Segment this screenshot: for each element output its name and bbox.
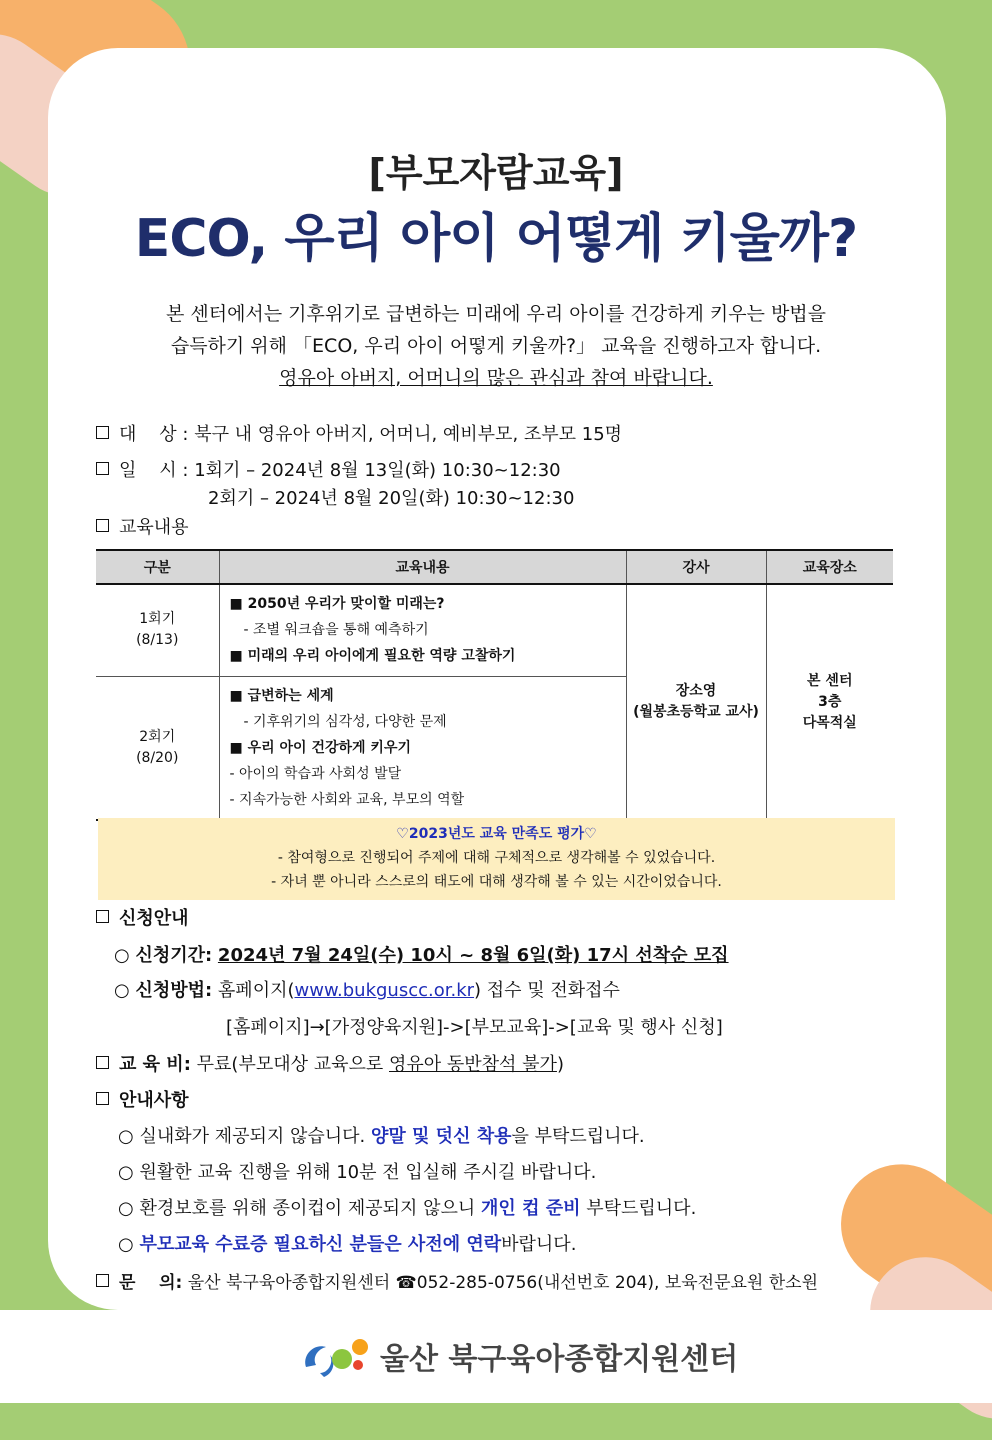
table-row <box>96 584 893 676</box>
fee-row <box>96 1050 564 1076</box>
intro-line: 본 센터에서는 기후위기로 급변하는 미래에 우리 아이를 건강하게 키우는 방법을 <box>165 303 827 325</box>
column-header: 교육장소 <box>766 550 893 584</box>
intro-text <box>0 298 992 394</box>
square-bullet-icon: ■ <box>229 739 248 756</box>
session-label: 2회기 <box>139 728 176 745</box>
place-line: 다목적실 <box>802 714 857 731</box>
column-header: 강사 <box>626 550 766 584</box>
circle-bullet-icon: ○ <box>118 1126 140 1147</box>
method-label: 신청방법: <box>135 980 213 1001</box>
intro-line: 습득하기 위해 「ECO, 우리 아이 어떻게 키울까?」 교육을 진행하고자 합니다. <box>170 335 822 357</box>
content-subitem: - 지속가능한 사회와 교육, 부모의 역할 <box>229 791 465 808</box>
curriculum-table <box>96 549 893 821</box>
session-date: (8/20) <box>136 749 179 766</box>
content-cell <box>219 676 626 820</box>
content-subitem: - 조별 워크숍을 통해 예측하기 <box>243 622 429 639</box>
schedule-row <box>96 456 561 482</box>
period-value: 2024년 7월 24일(수) 10시 ~ 8월 6일(화) 17시 선착순 모집 <box>217 945 729 966</box>
target-value: 북구 내 영유아 아버지, 어머니, 예비부모, 조부모 15명 <box>194 424 623 445</box>
org-name: 울산 북구육아종합지원센터 <box>380 1342 739 1377</box>
fee-text: 무료(부모대상 교육으로 <box>196 1054 389 1075</box>
content-subitem: - 아이의 학습과 사회성 발달 <box>229 765 402 782</box>
content-cell <box>219 584 626 676</box>
homepage-link[interactable]: www.bukguscc.or.kr <box>294 980 475 1001</box>
fee-text: ) <box>556 1054 564 1075</box>
circle-bullet-icon: ○ <box>114 980 136 1001</box>
fee-label: 교 육 비: <box>119 1054 191 1075</box>
content-item: 우리 아이 건강하게 키우기 <box>247 739 411 756</box>
circle-bullet-icon: ○ <box>118 1198 140 1219</box>
notice-text: 을 부탁드립니다. <box>511 1126 645 1147</box>
application-path: [홈페이지]→[가정양육지원]->[부모교육]->[교육 및 행사 신청] <box>226 1017 723 1038</box>
page-title: ECO, 우리 아이 어떻게 키울까? <box>134 209 858 269</box>
column-header: 구분 <box>96 550 219 584</box>
session-cell <box>96 676 219 820</box>
content-subitem: - 기후위기의 심각성, 다양한 문제 <box>243 713 447 730</box>
contact-row <box>96 1268 818 1293</box>
schedule-session-1: 1회기 – 2024년 8월 13일(화) 10:30~12:30 <box>194 460 561 481</box>
schedule-label: 일 시 : <box>119 460 189 481</box>
place-line: 3층 <box>818 693 842 710</box>
evaluation-box <box>98 818 895 900</box>
instructor-name: 장소영 <box>675 683 717 699</box>
method-text: 홈페이지( <box>217 980 295 1001</box>
content-item: 미래의 우리 아이에게 필요한 역량 고찰하기 <box>247 648 516 665</box>
notice-text: 실내화가 제공되지 않습니다. <box>139 1126 371 1147</box>
content-section-heading <box>96 513 189 539</box>
method-text: ) 접수 및 전화접수 <box>474 980 620 1001</box>
circle-bullet-icon: ○ <box>114 945 136 966</box>
contact-label: 문 의: <box>119 1273 183 1293</box>
square-bullet-icon: ■ <box>229 596 248 613</box>
notice-heading <box>96 1086 189 1112</box>
checkbox-bullet-icon <box>96 1056 109 1069</box>
checkbox-bullet-icon <box>96 1092 109 1105</box>
section-label: 교육내용 <box>119 517 189 538</box>
checkbox-bullet-icon <box>96 1274 109 1287</box>
instructor-cell <box>626 584 766 820</box>
evaluation-title: ♡2023년도 교육 만족도 평가♡ <box>396 826 597 842</box>
org-logo <box>300 1332 738 1380</box>
target-row <box>96 420 622 446</box>
notice-text: 원활한 교육 진행을 위해 10분 전 입실해 주시길 바랍니다. <box>139 1162 597 1183</box>
period-label: 신청기간: <box>135 945 213 966</box>
section-label: 안내사항 <box>119 1090 189 1111</box>
session-date: (8/13) <box>136 632 179 649</box>
notice-item <box>118 1122 645 1148</box>
center-logo-icon <box>300 1333 370 1379</box>
circle-bullet-icon: ○ <box>118 1234 140 1255</box>
content-item: 급변하는 세계 <box>247 687 334 704</box>
notice-item <box>118 1158 596 1184</box>
checkbox-bullet-icon <box>96 462 109 475</box>
checkbox-bullet-icon <box>96 910 109 923</box>
column-header: 교육내용 <box>219 550 626 584</box>
intro-line: 영유아 아버지, 어머니의 많은 관심과 참여 바랍니다. <box>279 367 713 389</box>
application-heading <box>96 904 189 930</box>
checkbox-bullet-icon <box>96 426 109 439</box>
content-item: 2050년 우리가 맞이할 미래는? <box>247 596 445 613</box>
place-cell <box>766 584 893 820</box>
evaluation-line: - 자녀 뿐 아니라 스스로의 태도에 대해 생각해 볼 수 있는 시간이었습니다. <box>271 874 722 890</box>
category-title: [부모자람교육] <box>368 151 624 195</box>
target-label: 대 상 : <box>119 424 189 445</box>
place-line: 본 센터 <box>807 672 853 689</box>
notice-item <box>118 1194 696 1220</box>
session-cell <box>96 584 219 676</box>
evaluation-line: - 참여형으로 진행되어 주제에 대해 구체적으로 생각해볼 수 있었습니다. <box>277 850 716 866</box>
application-method <box>114 976 620 1002</box>
notice-item <box>118 1230 576 1256</box>
instructor-affiliation: (월봉초등학교 교사) <box>633 704 759 720</box>
section-label: 신청안내 <box>119 908 189 929</box>
notice-highlight: 부모교육 수료증 필요하신 분들은 사전에 연락 <box>139 1234 502 1255</box>
fee-note: 영유아 동반참석 불가 <box>389 1054 557 1075</box>
notice-text: 부탁드립니다. <box>580 1198 697 1219</box>
contact-value: 울산 북구육아종합지원센터 ☎052-285-0756(내선번호 204), 보육전문요원 한소원 <box>187 1273 819 1293</box>
notice-text: 바랍니다. <box>501 1234 577 1255</box>
square-bullet-icon: ■ <box>229 687 248 704</box>
circle-bullet-icon: ○ <box>118 1162 140 1183</box>
table-header-row <box>96 550 893 584</box>
notice-highlight: 양말 및 덧신 착용 <box>370 1126 512 1147</box>
square-bullet-icon: ■ <box>229 648 248 665</box>
schedule-session-2: 2회기 – 2024년 8월 20일(화) 10:30~12:30 <box>208 488 575 509</box>
session-label: 1회기 <box>139 611 176 628</box>
notice-text: 환경보호를 위해 종이컵이 제공되지 않으니 <box>139 1198 482 1219</box>
application-period <box>114 941 729 967</box>
checkbox-bullet-icon <box>96 519 109 532</box>
notice-highlight: 개인 컵 준비 <box>481 1198 581 1219</box>
